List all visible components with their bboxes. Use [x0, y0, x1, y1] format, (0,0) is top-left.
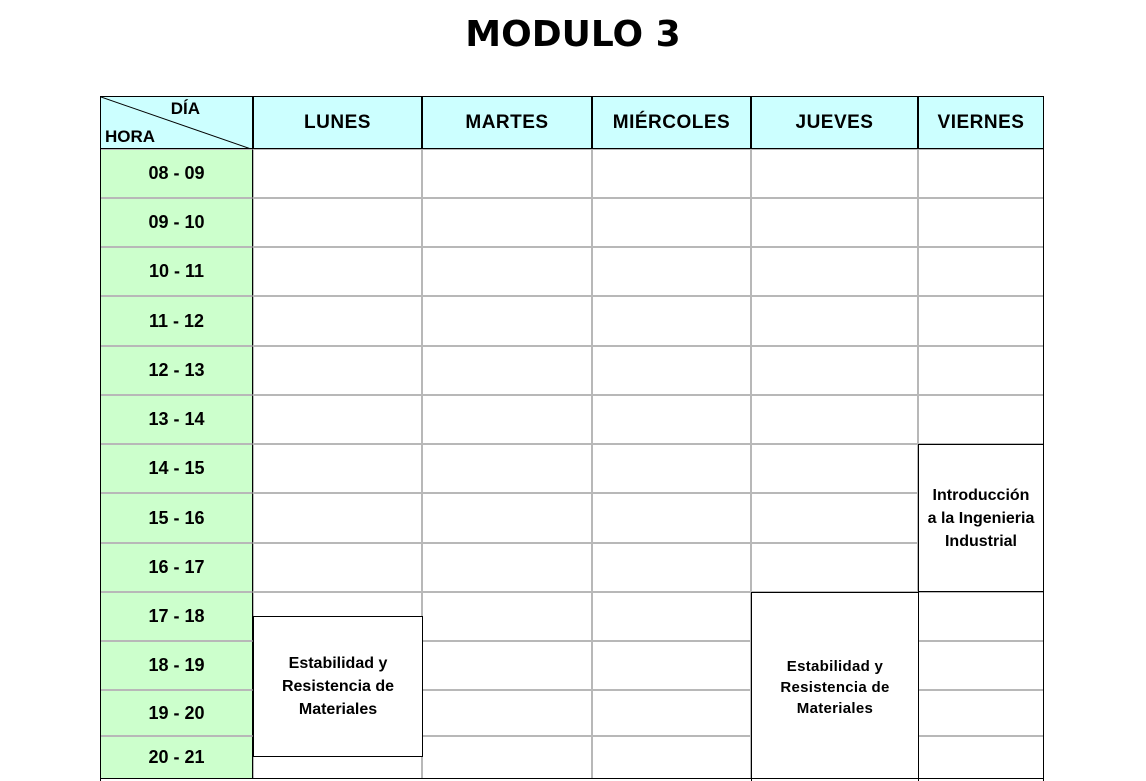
schedule-slot-viernes[interactable] [918, 395, 1044, 444]
corner-day-label: DÍA [170, 99, 200, 118]
page-title: MODULO 3 [465, 14, 681, 55]
schedule-slot-martes[interactable] [422, 346, 592, 395]
schedule-slot-miercoles[interactable] [592, 543, 751, 592]
schedule-slot-miercoles[interactable] [592, 395, 751, 444]
schedule-slot-viernes[interactable] [918, 641, 1044, 690]
schedule-slot-lunes[interactable] [253, 198, 422, 247]
schedule-slot-jueves[interactable] [751, 247, 918, 296]
class-name-line: Industrial [944, 532, 1017, 550]
schedule-slot-viernes[interactable] [918, 198, 1044, 247]
schedule-slot-lunes[interactable] [253, 149, 422, 198]
corner-header [100, 96, 253, 149]
schedule-slot-lunes[interactable] [253, 346, 422, 395]
table-left-border [100, 96, 101, 781]
schedule-slot-martes[interactable] [422, 592, 592, 641]
schedule-slot-martes[interactable] [422, 736, 592, 779]
class-name-line: Resistencia de [780, 678, 890, 696]
schedule-slot-miercoles[interactable] [592, 296, 751, 346]
day-header-martes: MARTES [422, 96, 592, 149]
schedule-slot-martes[interactable] [422, 395, 592, 444]
table-right-border [1043, 96, 1044, 781]
schedule-slot-martes[interactable] [422, 198, 592, 247]
corner-hour-label: HORA [105, 127, 156, 146]
schedule-slot-lunes[interactable] [253, 247, 422, 296]
table-bottom-border [100, 778, 1044, 779]
hour-label: 13 - 14 [100, 395, 253, 444]
class-name-line: Materiales [796, 699, 874, 717]
schedule-slot-jueves[interactable] [751, 346, 918, 395]
hour-label: 20 - 21 [100, 736, 253, 779]
schedule-slot-miercoles[interactable] [592, 149, 751, 198]
schedule-slot-lunes[interactable] [253, 493, 422, 543]
hour-label: 09 - 10 [100, 198, 253, 247]
hour-label: 15 - 16 [100, 493, 253, 543]
schedule-slot-lunes[interactable] [253, 543, 422, 592]
class-name-line: Materiales [298, 701, 378, 718]
schedule-slot-jueves[interactable] [751, 149, 918, 198]
schedule-slot-jueves[interactable] [751, 543, 918, 592]
schedule-slot-miercoles[interactable] [592, 247, 751, 296]
day-header-lunes: LUNES [253, 96, 422, 149]
hour-label: 10 - 11 [100, 247, 253, 296]
schedule-slot-martes[interactable] [422, 641, 592, 690]
schedule-slot-lunes[interactable] [253, 296, 422, 346]
schedule-slot-jueves[interactable] [751, 296, 918, 346]
schedule-slot-jueves[interactable] [751, 444, 918, 493]
class-name-line: Introducción [932, 486, 1030, 504]
schedule-slot-martes[interactable] [422, 296, 592, 346]
class-name-line: a la Ingenieria [927, 509, 1035, 527]
schedule-slot-miercoles[interactable] [592, 493, 751, 543]
class-block-lunes-text [282, 652, 394, 721]
schedule-slot-miercoles[interactable] [592, 641, 751, 690]
schedule-slot-viernes[interactable] [918, 736, 1044, 779]
schedule-slot-miercoles[interactable] [592, 346, 751, 395]
hour-label: 11 - 12 [100, 296, 253, 346]
schedule-slot-viernes[interactable] [918, 296, 1044, 346]
schedule-slot-martes[interactable] [422, 690, 592, 736]
class-block-jueves[interactable] [751, 592, 919, 781]
hour-label: 12 - 13 [100, 346, 253, 395]
schedule-slot-viernes[interactable] [918, 346, 1044, 395]
schedule-slot-martes[interactable] [422, 149, 592, 198]
schedule-slot-lunes[interactable] [253, 395, 422, 444]
schedule-slot-viernes[interactable] [918, 149, 1044, 198]
schedule-slot-miercoles[interactable] [592, 690, 751, 736]
class-name-line: Resistencia de [281, 678, 395, 695]
class-name-line: Estabilidad y [786, 657, 884, 675]
class-block-viernes-text [928, 484, 1035, 553]
day-header-miercoles: MIÉRCOLES [592, 96, 751, 149]
schedule-slot-martes[interactable] [422, 247, 592, 296]
schedule-slot-jueves[interactable] [751, 395, 918, 444]
schedule-slot-miercoles[interactable] [592, 444, 751, 493]
hour-label: 14 - 15 [100, 444, 253, 493]
schedule-slot-martes[interactable] [422, 444, 592, 493]
hour-label: 18 - 19 [100, 641, 253, 690]
schedule-slot-viernes[interactable] [918, 592, 1044, 641]
class-name-line: Estabilidad y [288, 655, 388, 672]
hour-label: 08 - 09 [100, 149, 253, 198]
schedule-slot-miercoles[interactable] [592, 198, 751, 247]
class-block-lunes[interactable] [253, 616, 423, 757]
schedule-slot-martes[interactable] [422, 493, 592, 543]
day-header-jueves: JUEVES [751, 96, 918, 149]
day-header-viernes: VIERNES [918, 96, 1044, 149]
class-block-jueves-text [780, 656, 889, 719]
schedule-slot-viernes[interactable] [918, 247, 1044, 296]
hour-label: 19 - 20 [100, 690, 253, 736]
schedule-slot-jueves[interactable] [751, 198, 918, 247]
schedule-slot-viernes[interactable] [918, 690, 1044, 736]
schedule-slot-jueves[interactable] [751, 493, 918, 543]
hour-label: 17 - 18 [100, 592, 253, 641]
schedule-slot-lunes[interactable] [253, 444, 422, 493]
hour-label: 16 - 17 [100, 543, 253, 592]
schedule-slot-miercoles[interactable] [592, 592, 751, 641]
schedule-slot-martes[interactable] [422, 543, 592, 592]
class-block-viernes[interactable] [918, 444, 1044, 592]
schedule-slot-miercoles[interactable] [592, 736, 751, 779]
